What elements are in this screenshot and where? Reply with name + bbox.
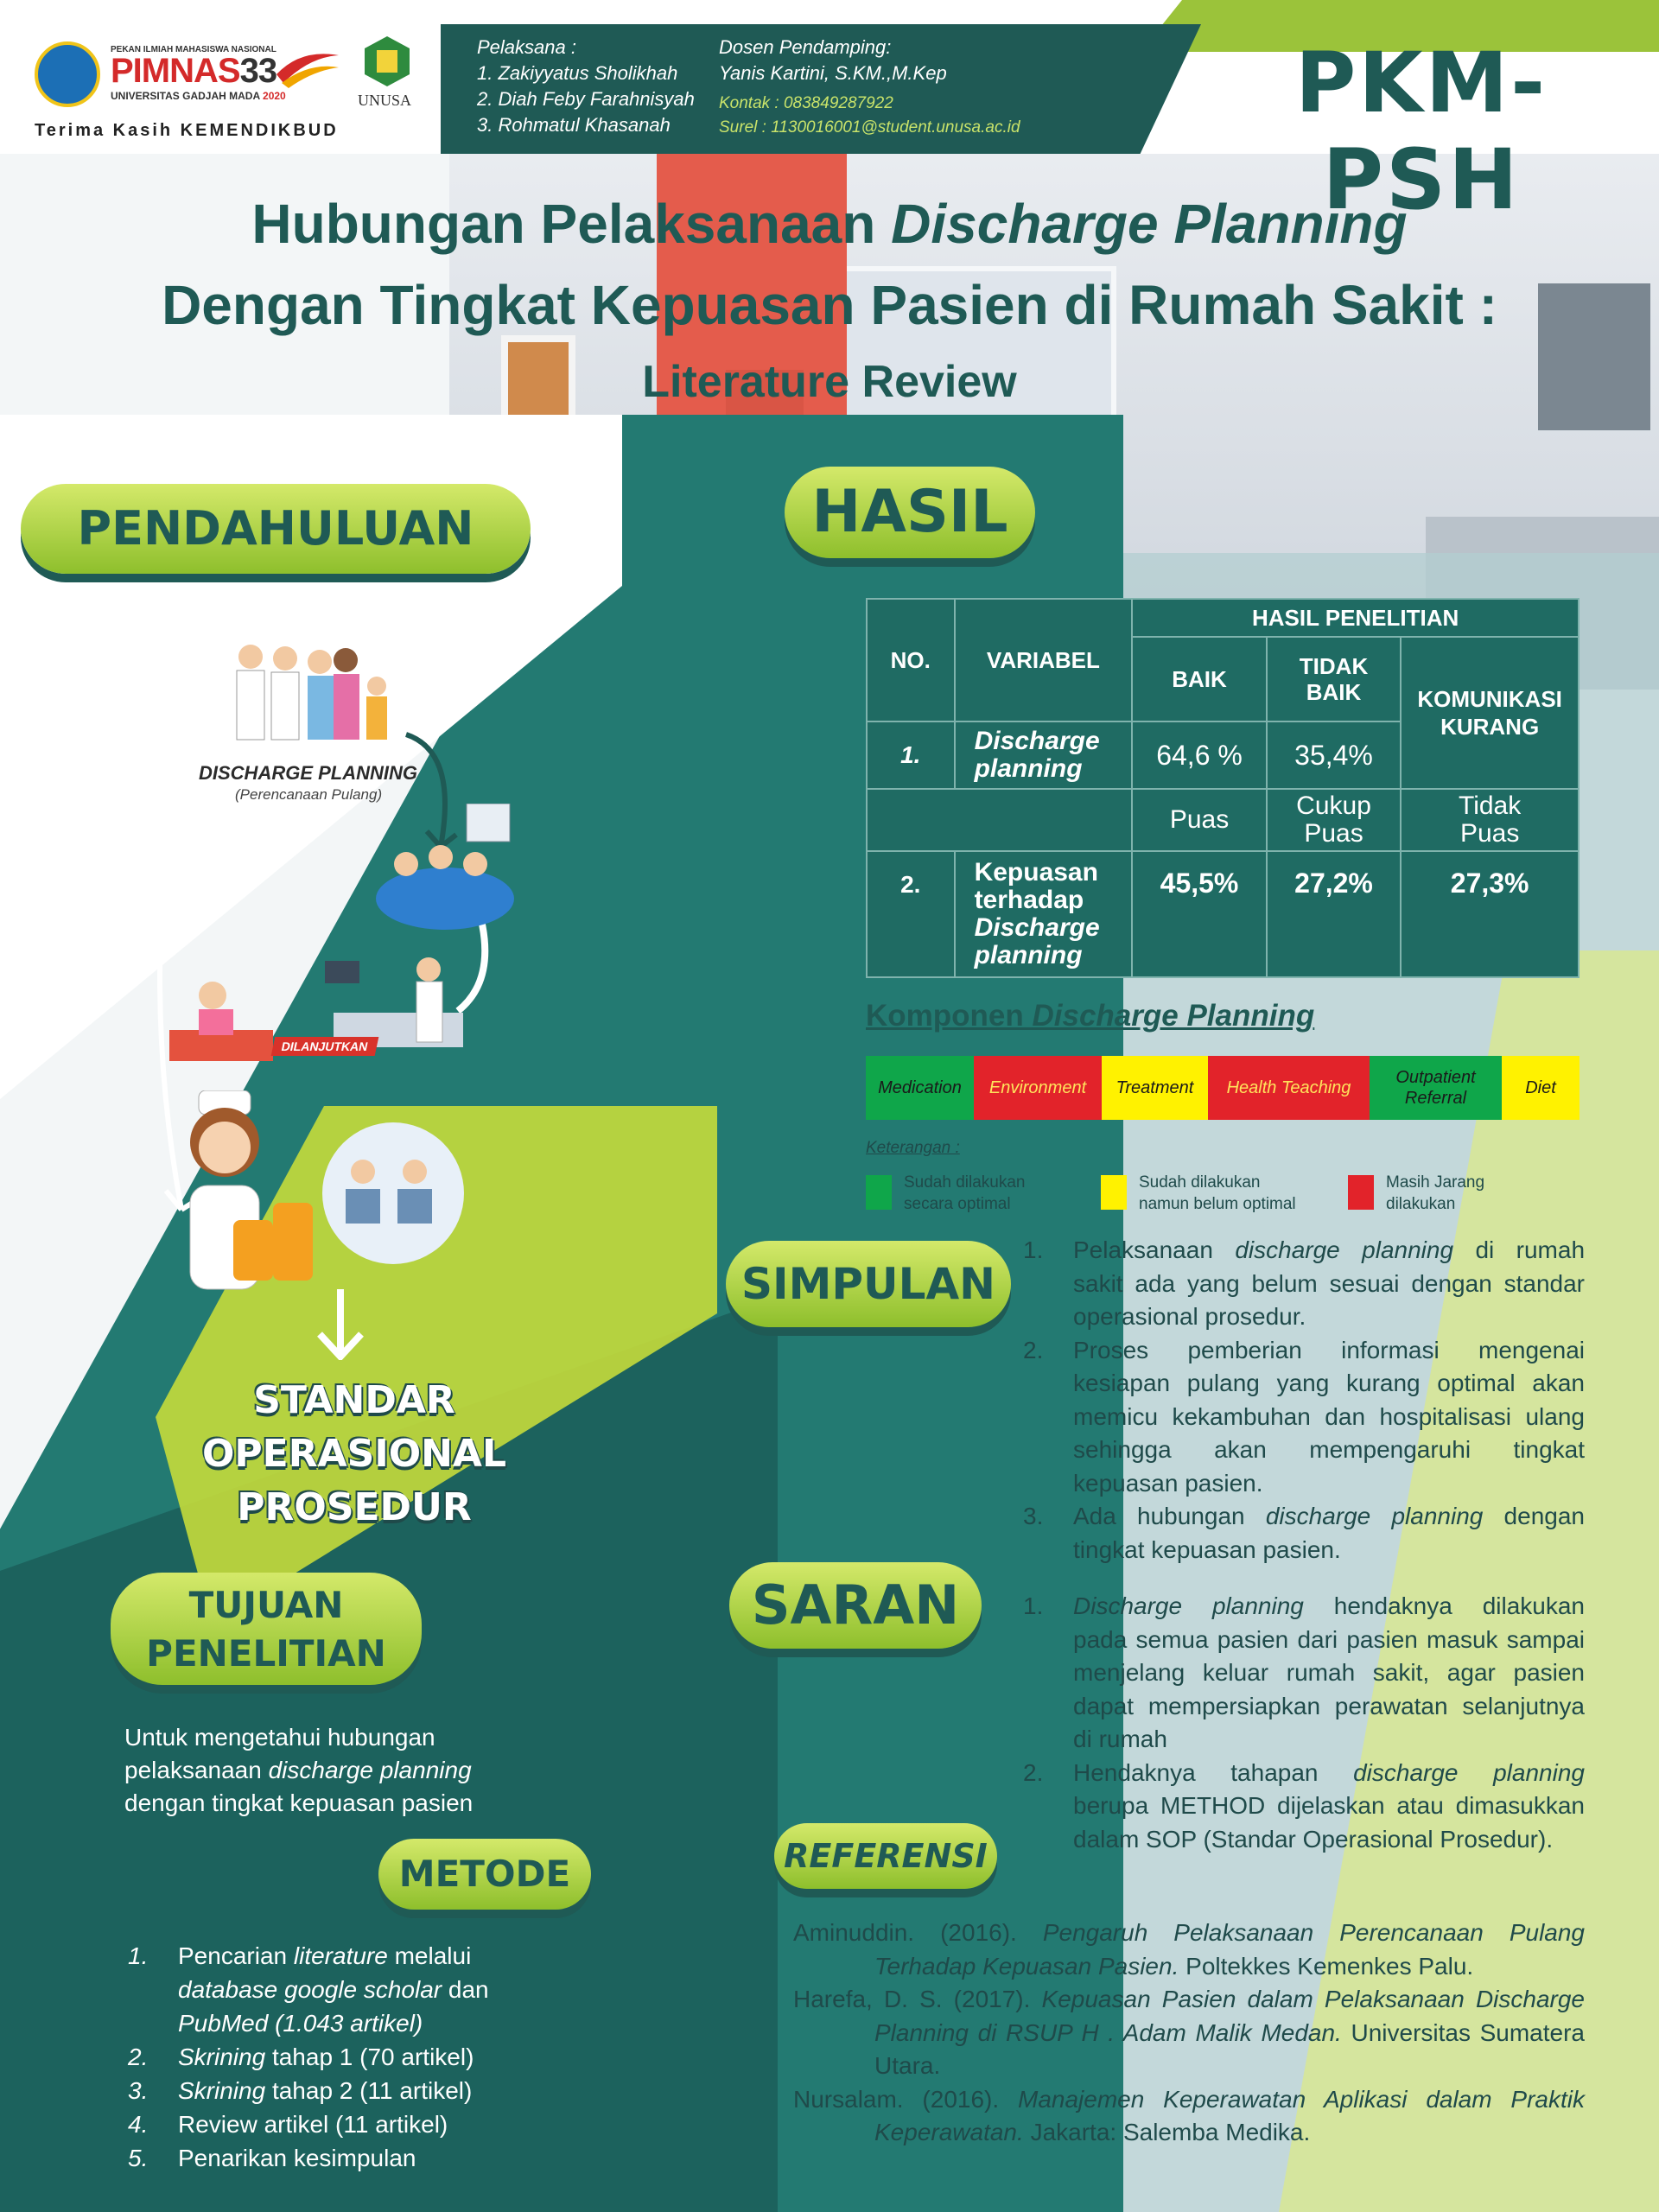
simpulan-text: di rumah bbox=[1453, 1236, 1586, 1263]
referensi-text: Utara. bbox=[874, 2052, 941, 2079]
row2-cukup-puas: 27,2% bbox=[1267, 851, 1402, 977]
saran-item bbox=[1023, 1757, 1585, 1857]
referensi-item bbox=[793, 1983, 1585, 2083]
row2-no: 2. bbox=[867, 851, 955, 977]
tujuan-heading-line1: TUJUAN bbox=[188, 1584, 344, 1626]
simpulan-item-line bbox=[1073, 1367, 1585, 1401]
metode-item bbox=[128, 2107, 577, 2141]
metode-item-text: Review artikel (11 artikel) bbox=[178, 2111, 448, 2138]
metode-item-number: 4. bbox=[128, 2111, 149, 2138]
komponen-cell: Medication bbox=[866, 1056, 974, 1120]
metode-item bbox=[128, 2074, 577, 2107]
saran-item-line bbox=[1073, 1789, 1585, 1823]
metode-item bbox=[128, 2040, 577, 2074]
metode-item bbox=[128, 2141, 577, 2175]
saran-item-line bbox=[1073, 1757, 1585, 1790]
pelaksana-block bbox=[477, 35, 728, 138]
kontak-text: Kontak : 083849287922 bbox=[719, 94, 893, 112]
referensi-line bbox=[793, 1983, 1585, 2017]
pimnas-logo-sub: UNIVERSITAS GADJAH MADA 2020 bbox=[111, 90, 286, 102]
row2-tidak-puas: 27,3% bbox=[1401, 851, 1579, 977]
metode-item-text: Penarikan kesimpulan bbox=[178, 2145, 416, 2171]
sop-line-1: STANDAR bbox=[253, 1378, 455, 1422]
komponen-cell: Treatment bbox=[1102, 1056, 1208, 1120]
referensi-text: Aminuddin. (2016). bbox=[793, 1919, 1043, 1946]
tujuan-line-1: Untuk mengetahui hubungan bbox=[124, 1724, 435, 1751]
komponen-title: Komponen Discharge Planning bbox=[866, 999, 1315, 1033]
saran-text: di rumah bbox=[1073, 1726, 1167, 1752]
th-tidak-puas: Tidak Puas bbox=[1401, 789, 1579, 851]
surel-text: Surel : 1130016001@student.unusa.ac.id bbox=[719, 118, 1020, 137]
simpulan-item-line bbox=[1073, 1300, 1585, 1334]
referensi-text: Nursalam. (2016). bbox=[793, 2085, 1019, 2113]
legend-text-line: dilakukan bbox=[1386, 1195, 1456, 1213]
metode-item-text: PubMed (1.043 artikel) bbox=[178, 2010, 423, 2037]
simpulan-text: tingkat kepuasan pasien. bbox=[1073, 1535, 1341, 1563]
tujuan-line-2: pelaksanaan discharge planning bbox=[124, 1757, 472, 1783]
discharge-planning-sub: (Perencanaan Pulang) bbox=[235, 786, 383, 803]
simpulan-item bbox=[1023, 1500, 1585, 1567]
row1-tidak-baik: 35,4% bbox=[1267, 721, 1402, 789]
member-3: 3. Rohmatul Khasanah bbox=[477, 114, 671, 136]
row1-variabel: Discharge planning bbox=[955, 721, 1133, 789]
unusa-logo-icon bbox=[361, 35, 413, 88]
referensi-line bbox=[793, 2116, 1585, 2150]
referensi-line bbox=[793, 2083, 1585, 2117]
pelaksana-label: Pelaksana : bbox=[477, 36, 576, 58]
legend-swatch bbox=[1101, 1175, 1127, 1210]
saran-text: dapat mempersiapkan perawatan selanjutnya bbox=[1073, 1692, 1585, 1719]
metode-item-number: 1. bbox=[128, 1942, 149, 1969]
saran-item-line bbox=[1073, 1656, 1585, 1690]
dosen-label: Dosen Pendamping: bbox=[719, 36, 892, 58]
legend-text-line: namun belum optimal bbox=[1139, 1195, 1296, 1213]
simpulan-text: sehingga akan mempengaruhi tingkat bbox=[1073, 1436, 1585, 1463]
nurse-illustration bbox=[164, 1090, 328, 1298]
tujuan-heading-line2: PENELITIAN bbox=[146, 1632, 386, 1675]
saran-text: discharge planning bbox=[1353, 1758, 1585, 1786]
referensi-text: Kepuasan Pasien dalam Pelaksanaan Discharge bbox=[1041, 1986, 1586, 2012]
saran-text: Discharge planning bbox=[1073, 1592, 1304, 1619]
referensi-item bbox=[793, 2083, 1585, 2150]
simpulan-text: sakit ada yang belum sesuai dengan standar bbox=[1073, 1269, 1585, 1297]
globe-people-illustration bbox=[372, 804, 518, 933]
metode-item-text: tahap 2 (11 artikel) bbox=[265, 2077, 473, 2104]
th-variabel: VARIABEL bbox=[955, 599, 1133, 721]
saran-text: dalam SOP (Standar Operasional Prosedur). bbox=[1073, 1825, 1554, 1853]
referensi-text: Universitas Sumatera bbox=[1341, 2018, 1585, 2046]
member-2: 2. Diah Feby Farahnisyah bbox=[477, 88, 695, 110]
simpulan-list bbox=[1023, 1234, 1585, 1567]
simpulan-item-line bbox=[1073, 1268, 1585, 1301]
legend-text bbox=[904, 1172, 1026, 1215]
dilanjutkan-tag: DILANJUTKAN bbox=[271, 1037, 378, 1056]
program-title: PKM-PSH bbox=[1294, 35, 1548, 228]
legend-text bbox=[1139, 1172, 1296, 1215]
saran-item-number: 1. bbox=[1023, 1592, 1044, 1619]
referensi-text: Pengaruh Pelaksanaan Perencanaan Pulang bbox=[1042, 1919, 1586, 1946]
member-1: 1. Zakiyyatus Sholikhah bbox=[477, 62, 678, 84]
sop-line-3: PROSEDUR bbox=[237, 1485, 472, 1529]
saran-text: berupa METHOD dijelaskan atau dimasukkan bbox=[1073, 1792, 1585, 1819]
referensi-text: Planning di RSUP H . Adam Malik Medan. bbox=[874, 2018, 1342, 2046]
results-table bbox=[866, 598, 1580, 978]
simpulan-item-line bbox=[1073, 1401, 1585, 1434]
keterangan-label: Keterangan : bbox=[866, 1139, 960, 1157]
simpulan-item-line bbox=[1073, 1500, 1585, 1534]
sop-heading bbox=[173, 1374, 536, 1535]
simpulan-text: discharge planning bbox=[1235, 1236, 1454, 1263]
pimnas-logo-text: PIMNAS33 bbox=[111, 52, 277, 90]
simpulan-text: operasional prosedur. bbox=[1073, 1303, 1306, 1330]
referensi-list bbox=[793, 1916, 1585, 2150]
legend-text bbox=[1386, 1172, 1484, 1215]
simpulan-item-line bbox=[1073, 1334, 1585, 1368]
saran-text: menjelang keluar rumah sakit, agar pasien bbox=[1073, 1659, 1585, 1686]
poster-title-line2: Dengan Tingkat Kepuasan Pasien di Rumah Sakit : bbox=[162, 274, 1497, 336]
metode-item bbox=[128, 2006, 577, 2040]
referensi-text: Poltekkes Kemenkes Palu. bbox=[1179, 1952, 1474, 1980]
referensi-line bbox=[793, 1950, 1585, 1984]
simpulan-text: Proses pemberian informasi mengenai bbox=[1073, 1336, 1585, 1363]
metode-item-number: 2. bbox=[128, 2044, 149, 2070]
simpulan-text: dengan bbox=[1483, 1503, 1585, 1529]
metode-item-text: dan bbox=[442, 1976, 489, 2003]
legend-swatch bbox=[1348, 1175, 1374, 1210]
dosen-block bbox=[719, 35, 1099, 140]
th-komunikasi-kurang: KOMUNIKASI KURANG bbox=[1401, 637, 1579, 789]
tujuan-line-3: dengan tingkat kepuasan pasien bbox=[124, 1789, 474, 1816]
legend-text-line: Masih Jarang bbox=[1386, 1173, 1485, 1192]
metode-heading: METODE bbox=[378, 1839, 591, 1910]
referensi-text: Harefa, D. S. (2017). bbox=[793, 1986, 1042, 2012]
patient-bed-illustration bbox=[169, 952, 498, 1082]
metode-item-text: melalui bbox=[387, 1942, 472, 1969]
simpulan-item-number: 2. bbox=[1023, 1336, 1044, 1363]
saran-heading: SARAN bbox=[729, 1562, 982, 1649]
row2-variabel: Kepuasan terhadap Discharge planning bbox=[955, 851, 1133, 977]
metode-item-text: Pencarian bbox=[178, 1942, 294, 1969]
komponen-cell: Diet bbox=[1502, 1056, 1580, 1120]
referensi-line bbox=[793, 2050, 1585, 2083]
metode-item-text: Skrining bbox=[178, 2044, 266, 2070]
elderly-care-illustration bbox=[311, 1120, 475, 1267]
saran-text: hendaknya dilakukan bbox=[1303, 1592, 1585, 1619]
simpulan-heading: SIMPULAN bbox=[726, 1241, 1011, 1327]
pimnas-swoosh-icon bbox=[275, 40, 340, 88]
saran-item-number: 2. bbox=[1023, 1758, 1044, 1786]
th-tidak-baik: TIDAK BAIK bbox=[1267, 637, 1402, 721]
pendahuluan-heading: PENDAHULUAN bbox=[21, 484, 531, 574]
komponen-cell: Environment bbox=[974, 1056, 1102, 1120]
referensi-text: Manajemen Keperawatan Aplikasi dalam Praktik bbox=[1018, 2085, 1585, 2113]
saran-item-line bbox=[1073, 1590, 1585, 1624]
arrow-down-icon bbox=[315, 1287, 366, 1360]
legend-swatch bbox=[866, 1175, 892, 1210]
saran-text: Hendaknya tahapan bbox=[1073, 1758, 1354, 1786]
simpulan-item-line bbox=[1073, 1467, 1585, 1501]
poster-title-line3: Literature Review bbox=[642, 357, 1017, 407]
metode-item-text: Skrining bbox=[178, 2077, 266, 2104]
hasil-heading: HASIL bbox=[785, 467, 1035, 558]
simpulan-item bbox=[1023, 1234, 1585, 1334]
saran-text: pada semua pasien dari pasien masuk sampai bbox=[1073, 1625, 1585, 1653]
row1-baik: 64,6 % bbox=[1132, 721, 1267, 789]
simpulan-item-line bbox=[1073, 1234, 1585, 1268]
simpulan-text: kepuasan pasien. bbox=[1073, 1469, 1263, 1497]
referensi-heading: REFERENSI bbox=[774, 1823, 997, 1889]
simpulan-item-line bbox=[1073, 1534, 1585, 1567]
metode-item-text: tahap 1 (70 artikel) bbox=[265, 2044, 474, 2070]
simpulan-item-number: 3. bbox=[1023, 1503, 1044, 1529]
simpulan-item bbox=[1023, 1334, 1585, 1501]
saran-item bbox=[1023, 1590, 1585, 1757]
poster-title-line1: Hubungan Pelaksanaan Discharge Planning bbox=[251, 193, 1408, 255]
saran-list bbox=[1023, 1590, 1585, 1856]
simpulan-text: Ada hubungan bbox=[1073, 1503, 1266, 1529]
referensi-line bbox=[793, 1916, 1585, 1950]
saran-item-line bbox=[1073, 1690, 1585, 1724]
referensi-item bbox=[793, 1916, 1585, 1983]
referensi-text: Terhadap Kepuasan Pasien. bbox=[874, 1952, 1179, 1980]
kemendikbud-logo-icon bbox=[35, 41, 100, 107]
metode-list bbox=[128, 1939, 577, 2175]
simpulan-text: kesiapan pulang yang kurang optimal akan bbox=[1073, 1370, 1585, 1396]
legend-text-line: Sudah dilakukan bbox=[1139, 1173, 1261, 1192]
th-no: NO. bbox=[867, 599, 955, 721]
tujuan-heading bbox=[111, 1573, 422, 1685]
unusa-label: UNUSA bbox=[358, 92, 412, 109]
discharge-planning-label: DISCHARGE PLANNING bbox=[199, 762, 418, 784]
referensi-text: Jakarta: Salemba Medika. bbox=[1023, 2119, 1311, 2145]
metode-item-text: database google scholar bbox=[178, 1976, 442, 2003]
tujuan-text bbox=[124, 1721, 473, 1820]
referensi-line bbox=[793, 2017, 1585, 2050]
saran-item-line bbox=[1073, 1723, 1585, 1757]
simpulan-item-line bbox=[1073, 1433, 1585, 1467]
legend-text-line: Sudah dilakukan bbox=[904, 1173, 1026, 1192]
sop-line-2: OPERASIONAL bbox=[201, 1432, 507, 1476]
thanks-text: Terima Kasih KEMENDIKBUD bbox=[35, 121, 339, 140]
komponen-cell: Health Teaching bbox=[1208, 1056, 1370, 1120]
komponen-cell: Outpatient Referral bbox=[1370, 1056, 1502, 1120]
simpulan-text: discharge planning bbox=[1265, 1503, 1484, 1529]
th-baik: BAIK bbox=[1132, 637, 1267, 721]
metode-item-number: 3. bbox=[128, 2077, 149, 2104]
referensi-text: Keperawatan. bbox=[874, 2119, 1024, 2145]
th-cukup-puas: Cukup Puas bbox=[1267, 789, 1402, 851]
saran-item-line bbox=[1073, 1624, 1585, 1657]
th-hasil-penelitian: HASIL PENELITIAN bbox=[1132, 599, 1579, 637]
metode-item-number: 5. bbox=[128, 2145, 149, 2171]
metode-item-text: literature bbox=[293, 1942, 388, 1969]
dosen-name: Yanis Kartini, S.KM.,M.Kep bbox=[719, 62, 947, 84]
row1-no: 1. bbox=[867, 721, 955, 789]
simpulan-item-number: 1. bbox=[1023, 1236, 1044, 1263]
th-puas: Puas bbox=[1132, 789, 1267, 851]
legend-text-line: secara optimal bbox=[904, 1195, 1011, 1213]
simpulan-text: Pelaksanaan bbox=[1073, 1236, 1236, 1263]
metode-item bbox=[128, 1939, 577, 1973]
metode-item bbox=[128, 1973, 577, 2006]
saran-item-line bbox=[1073, 1823, 1585, 1857]
sub-empty bbox=[867, 789, 1132, 851]
pimnas-logo-small: PEKAN ILMIAH MAHASISWA NASIONAL bbox=[111, 45, 276, 54]
row2-puas: 45,5% bbox=[1132, 851, 1267, 977]
simpulan-text: memicu kekambuhan dan hospitalisasi ulang bbox=[1073, 1402, 1585, 1430]
